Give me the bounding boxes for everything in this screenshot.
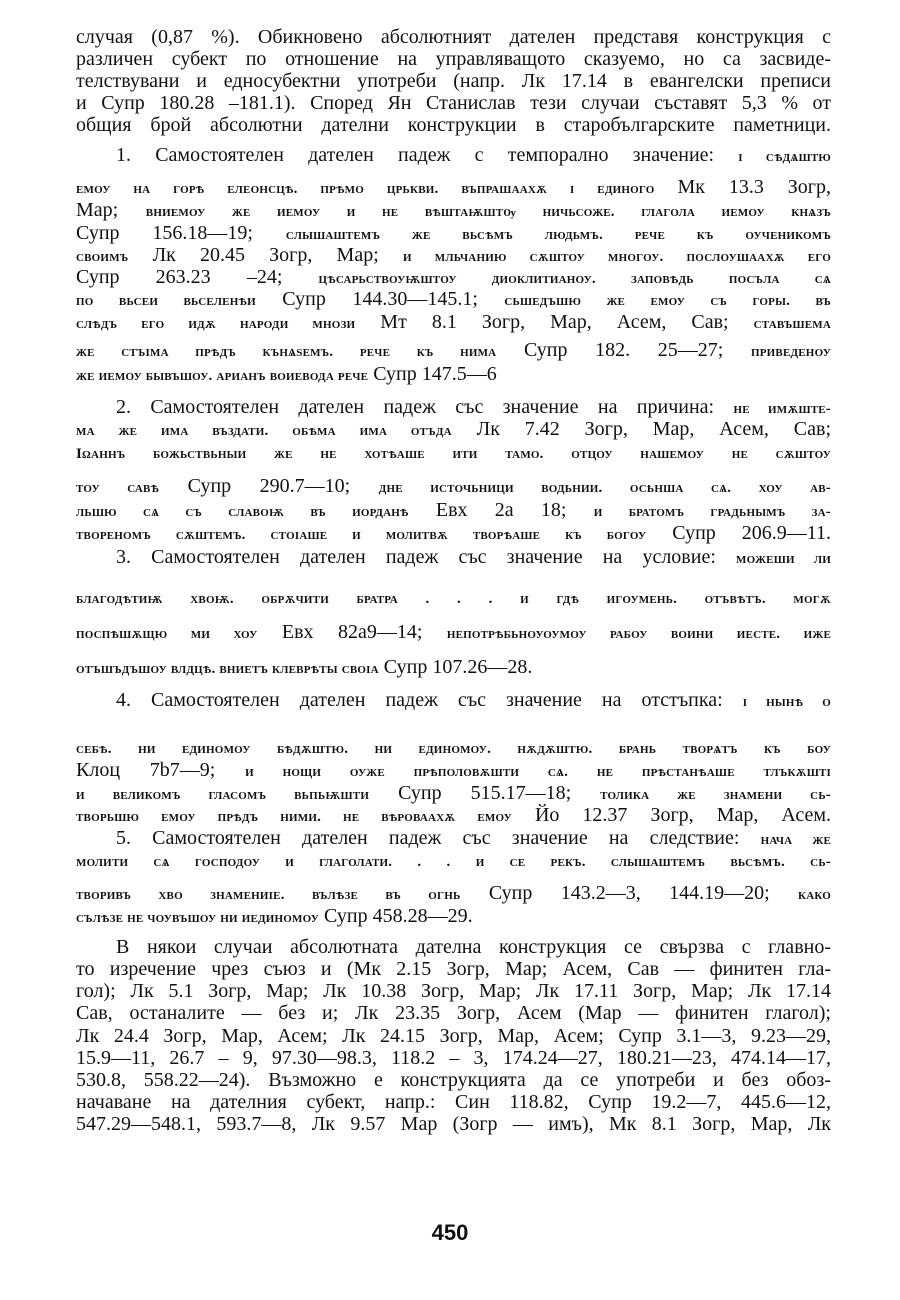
old-bulgarian-quote: твореномъ сѫштемъ. стоıаше и молитвѫ творѣаше къ богоу bbox=[76, 527, 647, 543]
text-line bbox=[116, 395, 831, 419]
old-bulgarian-quote: сьшедъшю же емоу съ горы. въ bbox=[504, 293, 832, 309]
old-bulgarian-quote: и братомъ градьнымъ за- bbox=[593, 504, 832, 520]
text-segment: Супр 144.30—145.1; bbox=[255, 288, 505, 310]
text-segment: Лк 20.45 Зогр, Мар; bbox=[128, 244, 403, 266]
text-segment: Йо 12.37 Зогр, Мар, Асем. bbox=[511, 804, 831, 826]
text-line bbox=[116, 545, 831, 569]
text-line bbox=[76, 113, 831, 137]
text-line bbox=[76, 735, 831, 759]
text-segment: начаване на дателния субект, напр.: Син 118.82, Супр 19.2—7, 445.6—12, bbox=[76, 1091, 831, 1113]
text-segment: Супр 147.5—6 bbox=[368, 363, 497, 385]
text-line bbox=[76, 287, 831, 311]
text-segment: Супр 290.7—10; bbox=[159, 475, 379, 497]
old-bulgarian-quote: како bbox=[798, 887, 831, 903]
text-line bbox=[76, 47, 831, 71]
old-bulgarian-quote: себѣ. ни единомоу бѣдѫштю. ни единомоу. нѫдѫштю. брань творѧтъ къ боу bbox=[76, 741, 831, 757]
text-line bbox=[116, 935, 831, 959]
text-segment: 15.9—11, 26.7 – 9, 97.30—98.3, 118.2 – 3, 174.24—27, 180.21—23, 474.14—17, bbox=[76, 1047, 831, 1069]
text-segment: Клоц 7b7—9; bbox=[76, 759, 246, 781]
text-line bbox=[76, 1090, 831, 1114]
text-line bbox=[76, 758, 831, 782]
old-bulgarian-quote: сълѣзе не чоувъшоу ни иединомоу bbox=[76, 910, 320, 926]
old-bulgarian-quote: дне источьници водьнии. осҍнша сѧ. хоу ав- bbox=[378, 480, 831, 496]
old-bulgarian-quote: приведеноу bbox=[751, 344, 831, 360]
text-segment: Евх 2а 18; bbox=[408, 499, 594, 521]
old-bulgarian-quote: же иемоу бывъшоу. арианъ воиевода рече bbox=[76, 368, 369, 384]
text-segment: Сав, останалите — без и; Лк 23.35 Зогр, Асем (Мар — финитен глагол); bbox=[76, 1002, 831, 1024]
old-bulgarian-quote: и мльчанию сѫштоу многоу. послоушаахѫ его bbox=[402, 249, 831, 265]
old-bulgarian-quote: отъшъдъшоу влдцѣ. вниетъ клеврѣты своıа bbox=[76, 661, 379, 677]
old-bulgarian-quote: творивъ хво знамениіе. вълѣзе въ огнь bbox=[76, 887, 461, 903]
old-bulgarian-quote: своимъ bbox=[76, 249, 129, 265]
text-line bbox=[76, 585, 831, 609]
old-bulgarian-quote: і сѣдѧштю bbox=[738, 149, 831, 165]
text-line bbox=[76, 979, 831, 1003]
text-line bbox=[76, 243, 831, 267]
old-bulgarian-quote: тоу савѣ bbox=[76, 480, 160, 496]
text-line bbox=[76, 521, 831, 545]
text-segment: В някои случаи абсолютната дателна конструкция се свързва с главно- bbox=[116, 936, 831, 958]
old-bulgarian-quote: слышаштемъ же вьсѣмъ людьмъ. рече къ оученикомъ bbox=[285, 227, 831, 243]
text-segment: Супр 143.2—3, 144.19—20; bbox=[460, 882, 799, 904]
text-line bbox=[76, 781, 831, 805]
text-line bbox=[116, 143, 831, 167]
old-bulgarian-quote: льшю сѧ съ славоѭ въ иорданѣ bbox=[76, 504, 409, 520]
text-line bbox=[76, 69, 831, 93]
old-bulgarian-quote: благодѣтиѭ хвоѭ. обрѫчити братра . . . и гдѣ игоумень. отъвѣтъ. могѫ bbox=[76, 591, 831, 607]
text-segment: 3. Самостоятелен дателен падеж със значение на условие: bbox=[116, 546, 737, 568]
text-line bbox=[116, 826, 831, 850]
old-bulgarian-quote: же стъıма прѣдъ кънѧѕемъ. рече къ нима bbox=[76, 344, 497, 360]
old-bulgarian-quote: не имѫште- bbox=[733, 401, 831, 417]
text-line bbox=[76, 474, 831, 498]
text-segment: Лк 24.4 Зогр, Мар, Асем; Лк 24.15 Зогр, Мар, Асем; Супр 3.1—3, 9.23—29, bbox=[76, 1025, 831, 1047]
text-segment: Евх 82а9—14; bbox=[257, 621, 447, 643]
text-segment: Мар; bbox=[76, 199, 146, 221]
old-bulgarian-quote: и нощи оуже прѣполовѫшти сѧ. не прѣстанѣаше тлъкѫшті bbox=[245, 764, 831, 780]
text-segment: Супр 206.9—11. bbox=[646, 522, 831, 544]
text-line bbox=[76, 440, 831, 464]
old-bulgarian-quote: ма же има въздати. обѣма има отъда bbox=[76, 423, 452, 439]
text-line bbox=[76, 1112, 831, 1136]
text-segment: 530.8, 558.22—24). Възможно е конструкцията да се употреби и без обоз- bbox=[76, 1069, 831, 1091]
text-segment: Супр 107.26—28. bbox=[378, 656, 533, 678]
old-bulgarian-quote: толика же знамени сь- bbox=[600, 787, 831, 803]
text-line bbox=[76, 655, 831, 679]
text-segment: Лк 7.42 Зогр, Мар, Асем, Сав; bbox=[451, 418, 831, 440]
old-bulgarian-quote: нача же bbox=[760, 832, 831, 848]
old-bulgarian-quote: непотрѣбьноуоумоу рабоу воини иесте. иже bbox=[446, 626, 831, 642]
text-segment: то изречение чрез съюз и (Мк 2.15 Зогр, Мар; Асем, Сав — финитен гла- bbox=[76, 958, 831, 980]
text-line bbox=[76, 881, 831, 905]
text-line bbox=[76, 1068, 831, 1092]
text-line bbox=[76, 221, 831, 245]
page-number: 450 bbox=[431, 1220, 469, 1245]
old-bulgarian-quote: поспѣшѫщю ми хоу bbox=[76, 626, 258, 642]
text-segment: случая (0,87 %). Обикновено абсолютният дателен представя конструкция с bbox=[76, 26, 831, 48]
text-segment: 2. Самостоятелен дателен падеж със значение на причина: bbox=[116, 396, 734, 418]
text-segment: Мт 8.1 Зогр, Мар, Асем, Сав; bbox=[355, 311, 754, 333]
text-line bbox=[76, 175, 831, 199]
text-segment: 1. Самостоятелен дателен падеж с темпорално значение: bbox=[116, 144, 739, 166]
old-bulgarian-quote: по вьсеи вьселенѣи bbox=[76, 293, 256, 309]
old-bulgarian-quote: и великомъ гласомъ вьпьѭшти bbox=[76, 787, 370, 803]
text-line bbox=[76, 338, 831, 362]
text-segment: различен субект по отношение на управляващото сказуемо, но са засвиде- bbox=[76, 48, 831, 70]
text-segment: Мк 13.3 Зогр, bbox=[677, 176, 831, 198]
text-segment: общия брой абсолютни дателни конструкции в старобългарските паметници. bbox=[76, 114, 831, 136]
text-line bbox=[76, 957, 831, 981]
old-bulgarian-quote: цѣсарьствоуѭштоу диоклитианоу. заповѣдь посъла сѧ bbox=[318, 271, 831, 287]
text-segment: гол); Лк 5.1 Зогр, Мар; Лк 10.38 Зогр, Мар; Лк 17.11 Зогр, Мар; Лк 17.14 bbox=[76, 980, 831, 1002]
text-line bbox=[76, 1046, 831, 1070]
text-segment: Супр 458.28—29. bbox=[319, 905, 473, 927]
text-segment: и Супр 180.28 –181.1). Според Ян Станислав тези случаи съставят 5,3 % от bbox=[76, 92, 831, 114]
old-bulgarian-quote: слѣдъ его идѫ народи мнози bbox=[76, 316, 356, 332]
text-segment: 547.29—548.1, 593.7—8, Лк 9.57 Мар (Зогр — имъ), Мк 8.1 Зогр, Мар, Лк bbox=[76, 1113, 831, 1135]
old-bulgarian-quote: і нынѣ о bbox=[742, 694, 831, 710]
text-segment: Супр 156.18—19; bbox=[76, 222, 286, 244]
old-bulgarian-quote: можеши ли bbox=[736, 551, 831, 567]
text-line bbox=[76, 310, 831, 334]
text-line bbox=[116, 688, 831, 712]
text-line bbox=[76, 498, 831, 522]
old-bulgarian-quote: молити сѧ господоу и глаголати. . . и се рекъ. слышаштемъ вьсѣмъ. сь- bbox=[76, 854, 831, 870]
text-line bbox=[76, 91, 831, 115]
text-line bbox=[76, 1001, 831, 1025]
text-line bbox=[76, 904, 831, 928]
old-bulgarian-quote: творьшю емоу прѣдъ ними. не вѣроваахѫ емоу bbox=[76, 809, 512, 825]
text-segment: 4. Самостоятелен дателен падеж със значение на отстъпка: bbox=[116, 689, 743, 711]
text-line bbox=[76, 848, 831, 872]
old-bulgarian-quote: Іωаннъ божьствьныи же не хотѣаше ити тамо. отцоу нашемоу не сѫштоу bbox=[76, 446, 831, 462]
text-segment: Супр 182. 25—27; bbox=[496, 339, 751, 361]
text-line bbox=[76, 620, 831, 644]
old-bulgarian-quote: вниемоу же иемоу и не вѣштаѭштѹ ничьсоже. глагола иемоу кнѧзъ bbox=[145, 204, 831, 220]
text-segment: телствувани и едносубектни употреби (напр. Лк 17.14 в евангелски преписи bbox=[76, 70, 831, 92]
old-bulgarian-quote: ставъшема bbox=[753, 316, 831, 332]
text-line bbox=[76, 362, 831, 386]
text-segment: Супр 515.17—18; bbox=[369, 782, 601, 804]
text-line bbox=[76, 198, 831, 222]
text-line bbox=[76, 1024, 831, 1048]
text-segment: 5. Самостоятелен дателен падеж със значение на следствие: bbox=[116, 827, 761, 849]
text-line bbox=[76, 803, 831, 827]
text-line bbox=[76, 25, 831, 49]
text-segment: Супр 263.23 –24; bbox=[76, 266, 319, 288]
text-line bbox=[76, 265, 831, 289]
old-bulgarian-quote: емоу на горѣ елеонсцѣ. прѣмо црькви. въпрашаахѫ і единого bbox=[76, 181, 678, 197]
text-line bbox=[76, 417, 831, 441]
